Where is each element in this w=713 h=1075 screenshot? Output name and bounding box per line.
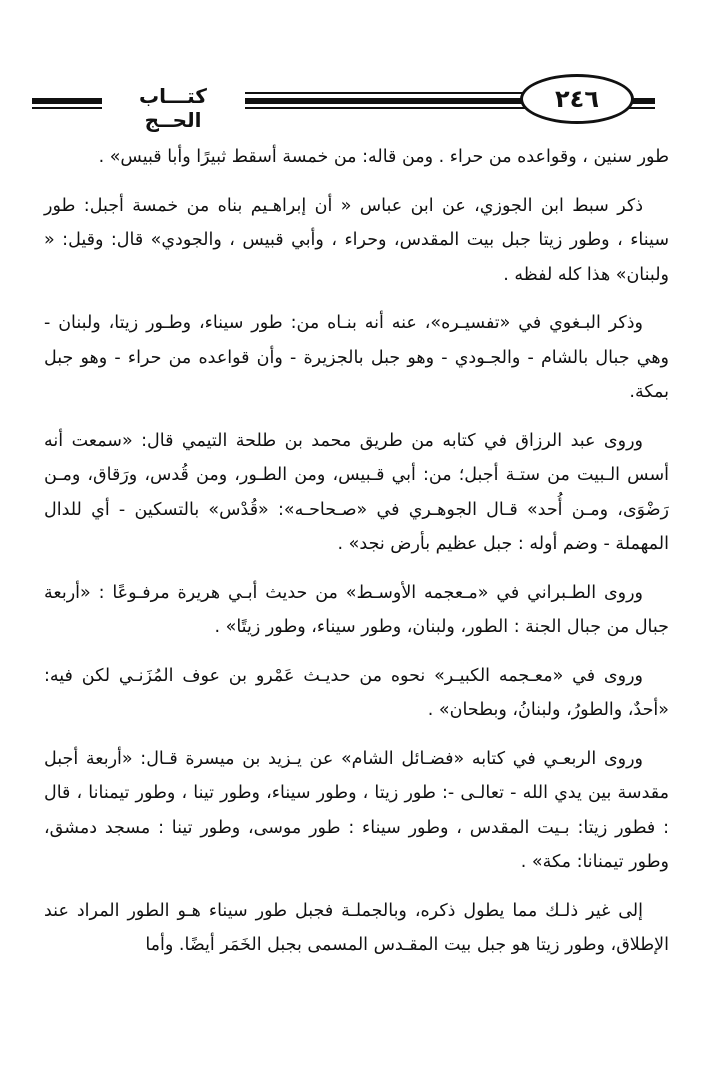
body-text xyxy=(44,140,669,963)
header-rule-left-thin xyxy=(32,107,102,109)
header-rule-left xyxy=(32,98,102,104)
paragraph-4: وروى عبد الرزاق في كتابه من طريق محمد بن طلحة التيمي قال: «سمعت أنه أسس الـبيت من ستـة أجبل؛ من: أبي قـبيس، ومن الطـور، ومن قُدس، ورَقاق، ومـن رَضْوَى، ومـن أُحد» قـال الجوهـري في «صـحاحـه»: «قُدْس» بالتسكين - أي للدال المهملة - وضم أوله : جبل عظيم بأرض نجد» . xyxy=(44,430,669,554)
header-rule-top xyxy=(245,92,545,94)
page-header xyxy=(30,70,660,130)
paragraph-6: وروى في «معـجمه الكبيـر» نحوه من حديـث عَمْرو بن عوف المُزَنـي لكن فيه: «أحدٌ، والطورُ، ولبنانُ، وبطحان» . xyxy=(44,665,669,720)
paragraph-1: طور سنين ، وقواعده من حراء . ومن قاله: من خمسة أسقط ثبيرًا وأبا قبيس» . xyxy=(98,147,669,167)
paragraph-5: وروى الطـبراني في «مـعجمه الأوسـط» من حديث أبـي هريرة مرفـوعًا : «أربعة جبال من جبال الجنة : الطور، ولبنان، وطور سيناء، وطور زيتًا» . xyxy=(44,582,669,637)
paragraph-8: إلى غير ذلـك مما يطول ذكره، وبالجملـة فجبل طور سيناء هـو الطور المراد عند الإطلاق، وطور زيتا هو جبل بيت المقـدس المسمى بجبل الخَمَر أيضًا. وأما xyxy=(44,900,669,955)
page-number-badge: ٢٤٦ xyxy=(520,74,634,124)
paragraph-7: وروى الربعـي في كتابه «فضـائل الشام» عن يـزيد بن ميسرة قـال: «أربعة أجبل مقدسة بين يدي الله - تعالـى -: طور زيتا ، وطور سيناء، وطور تينا ، وطور تيمنانا ، قال : فطور زيتا: بـيت المقدس ، وطور سيناء : طور موسى، وطور تينا : مسجد دمشق، وطور تيمنانا: مكة» . xyxy=(44,748,669,872)
paragraph-3: وذكر البـغوي في «تفسيـره»، عنه أنه بنـاه من: طور سيناء، وطـور زيتا، ولبنان - وهي جبال بالشام - والجـودي - وهو جبل بالجزيرة - وأن قواعده من حراء - وهو جبل بمكة. xyxy=(44,313,669,402)
header-rule-middle-thin xyxy=(245,107,545,109)
header-rule-middle xyxy=(245,98,545,104)
running-title: كتـــاب الحــج xyxy=(139,84,207,132)
paragraph-2: ذكر سبط ابن الجوزي، عن ابن عباس « أن إبراهـيم بناه من خمسة أجبل: طور سيناء ، وطور زيتا جبل بيت المقدس، وحراء ، وأبي قبيس ، والجودي» قال: وقيل: « ولبنان» هذا كله لفظه . xyxy=(44,195,669,285)
